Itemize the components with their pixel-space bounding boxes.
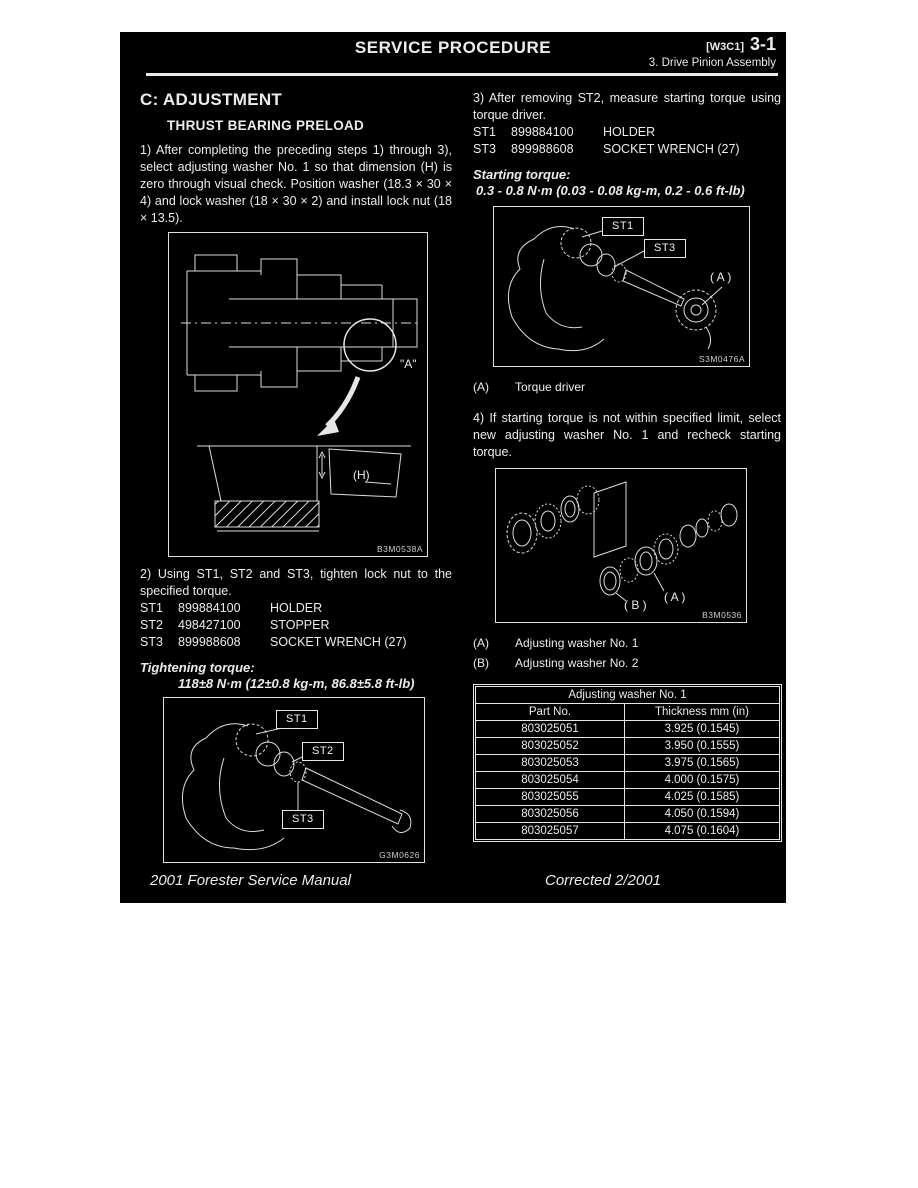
- housing-outline: [182, 724, 248, 818]
- starting-torque-spec: [473, 167, 781, 199]
- figure-measure-starting-torque: [493, 206, 750, 367]
- st1-label: ST1: [602, 217, 644, 236]
- figure-code: G3M0626: [379, 850, 420, 860]
- caption-key: (A): [473, 380, 489, 394]
- figure-pinion-cross-section: [168, 232, 428, 557]
- st3-label: ST3: [282, 810, 324, 829]
- part-no-cell: 803025051: [476, 721, 625, 738]
- tool-id: ST1: [140, 601, 163, 615]
- hatch-area: [215, 501, 319, 527]
- callout-a: ( A ): [664, 590, 686, 604]
- header-divider: [146, 73, 778, 76]
- tool-part-no: 498427100: [178, 618, 241, 632]
- detail-a-label: "A": [400, 357, 417, 371]
- callout-a: ( A ): [710, 270, 732, 284]
- starting-torque-label: Starting torque:: [473, 167, 571, 182]
- panel: [594, 482, 626, 557]
- tool-list: [473, 124, 781, 158]
- tightening-torque-spec: [140, 660, 452, 692]
- tool-name: HOLDER: [603, 125, 656, 139]
- caption-text: Torque driver: [515, 380, 586, 394]
- thrust-bearing-preload-heading: THRUST BEARING PRELOAD: [167, 118, 365, 133]
- thickness-cell: 3.925 (0.1545): [624, 721, 779, 738]
- dimension-h-label: (H): [353, 468, 370, 482]
- tool-row: [473, 141, 781, 158]
- figure4-captions: [473, 633, 781, 673]
- manual-title: 2001 Forester Service Manual: [150, 872, 351, 889]
- table-header-row: [476, 704, 780, 721]
- exploded-drawing: [496, 469, 746, 622]
- figure-code: B3M0538A: [376, 544, 423, 554]
- manual-page: [120, 32, 786, 903]
- step2-paragraph: 2) Using ST1, ST2 and ST3, tighten lock nut to the specified torque.: [140, 567, 452, 598]
- st2-label: ST2: [302, 742, 344, 761]
- figure3-caption: [473, 377, 781, 397]
- tightening-torque-label: Tightening torque:: [140, 660, 255, 675]
- tightening-torque-value: 118±8 N·m (12±0.8 kg-m, 86.8±5.8 ft-lb): [178, 676, 415, 691]
- tool-name: STOPPER: [270, 618, 330, 632]
- caption-key: (B): [473, 656, 489, 670]
- bearing: [535, 504, 561, 538]
- tool-row: [140, 600, 452, 617]
- st3-label: ST3: [644, 239, 686, 258]
- page-number: 3-1: [749, 34, 776, 54]
- step3-paragraph: 3) After removing ST2, measure starting torque using torque driver.: [473, 91, 781, 122]
- tool-part-no: 899988608: [511, 142, 574, 156]
- detail-circle-A: [344, 319, 417, 371]
- figure-code: B3M0536: [702, 610, 742, 620]
- table-row: [476, 721, 780, 738]
- figure-code: S3M0476A: [698, 354, 745, 364]
- tool-row: [140, 634, 452, 651]
- section-code: [W3C1]: [706, 41, 744, 53]
- figure4-caption-a: [473, 633, 781, 653]
- part-no-cell: 803025056: [476, 806, 625, 823]
- torque-driver-dial: [676, 290, 716, 330]
- tool-id: ST2: [140, 618, 163, 632]
- gear: [561, 228, 591, 258]
- adjusting-washer-table: [473, 684, 782, 842]
- thickness-cell: 3.950 (0.1555): [624, 738, 779, 755]
- gear: [236, 724, 268, 756]
- thickness-cell: 4.000 (0.1575): [624, 772, 779, 789]
- table-row: [476, 772, 780, 789]
- tool-id: ST1: [473, 125, 496, 139]
- table-row: [476, 755, 780, 772]
- caption-key: (A): [473, 636, 489, 650]
- thickness-cell: 4.075 (0.1604): [624, 823, 779, 840]
- subsection-title: 3. Drive Pinion Assembly: [648, 57, 776, 69]
- revision-note: Corrected 2/2001: [545, 872, 661, 889]
- caption-text: Adjusting washer No. 2: [515, 656, 639, 670]
- driver-shaft: [623, 270, 684, 306]
- part-no-cell: 803025055: [476, 789, 625, 806]
- tool-part-no: 899884100: [178, 601, 241, 615]
- thickness-cell: 4.025 (0.1585): [624, 789, 779, 806]
- table-title-row: [476, 687, 780, 704]
- tool-row: [140, 617, 452, 634]
- table-title: Adjusting washer No. 1: [476, 687, 780, 704]
- part-no-cell: 803025057: [476, 823, 625, 840]
- tool-name: HOLDER: [270, 601, 323, 615]
- detail-view: [197, 446, 411, 531]
- step1-paragraph: 1) After completing the preceding steps 1) through 3), select adjusting washer No. 1 so that dimension (H) is zero through visual check. Position washer (18.3 × 30 × 4) and lock washer (18 × 30 × 2) and install lock nut (18 × 13.5).: [140, 143, 452, 225]
- tool-name: SOCKET WRENCH (27): [270, 635, 407, 649]
- figure-tighten-lock-nut: [163, 697, 425, 863]
- col-header-part-no: Part No.: [476, 704, 625, 721]
- tool-part-no: 899884100: [511, 125, 574, 139]
- caption-text: Adjusting washer No. 1: [515, 636, 639, 650]
- thickness-cell: 3.975 (0.1565): [624, 755, 779, 772]
- st1-label: ST1: [276, 710, 318, 729]
- table-row: [476, 806, 780, 823]
- part-no-cell: 803025054: [476, 772, 625, 789]
- tool-id: ST3: [473, 142, 496, 156]
- part-no-cell: 803025052: [476, 738, 625, 755]
- part-no-cell: 803025053: [476, 755, 625, 772]
- pinion-cross-section-drawing: [169, 233, 427, 556]
- step4-paragraph: 4) If starting torque is not within specified limit, select new adjusting washer No. 1 and recheck starting torque.: [473, 411, 781, 459]
- table-row: [476, 823, 780, 840]
- tool-name: SOCKET WRENCH (27): [603, 142, 740, 156]
- gear-ring: [507, 513, 537, 553]
- col-header-thickness: Thickness mm (in): [624, 704, 779, 721]
- starting-torque-value: 0.3 - 0.8 N·m (0.03 - 0.08 kg-m, 0.2 - 0.6 ft-lb): [476, 183, 745, 198]
- tool-id: ST3: [140, 635, 163, 649]
- page-title: SERVICE PROCEDURE: [354, 38, 552, 57]
- thickness-cell: 4.050 (0.1594): [624, 806, 779, 823]
- table-row: [476, 789, 780, 806]
- callout-b: ( B ): [624, 598, 647, 612]
- figure-adjusting-washers-exploded: [495, 468, 747, 623]
- tool-row: [473, 124, 781, 141]
- washer-no2: [600, 567, 620, 595]
- right-column: [473, 90, 781, 842]
- page-header-right: [648, 34, 776, 71]
- table-row: [476, 738, 780, 755]
- adjustment-heading: C: ADJUSTMENT: [140, 90, 283, 109]
- left-column: [140, 90, 452, 863]
- bearing: [577, 486, 599, 514]
- tool-part-no: 899988608: [178, 635, 241, 649]
- magnify-arrow: [317, 377, 358, 436]
- figure4-caption-b: [473, 653, 781, 673]
- tool-list: [140, 600, 452, 651]
